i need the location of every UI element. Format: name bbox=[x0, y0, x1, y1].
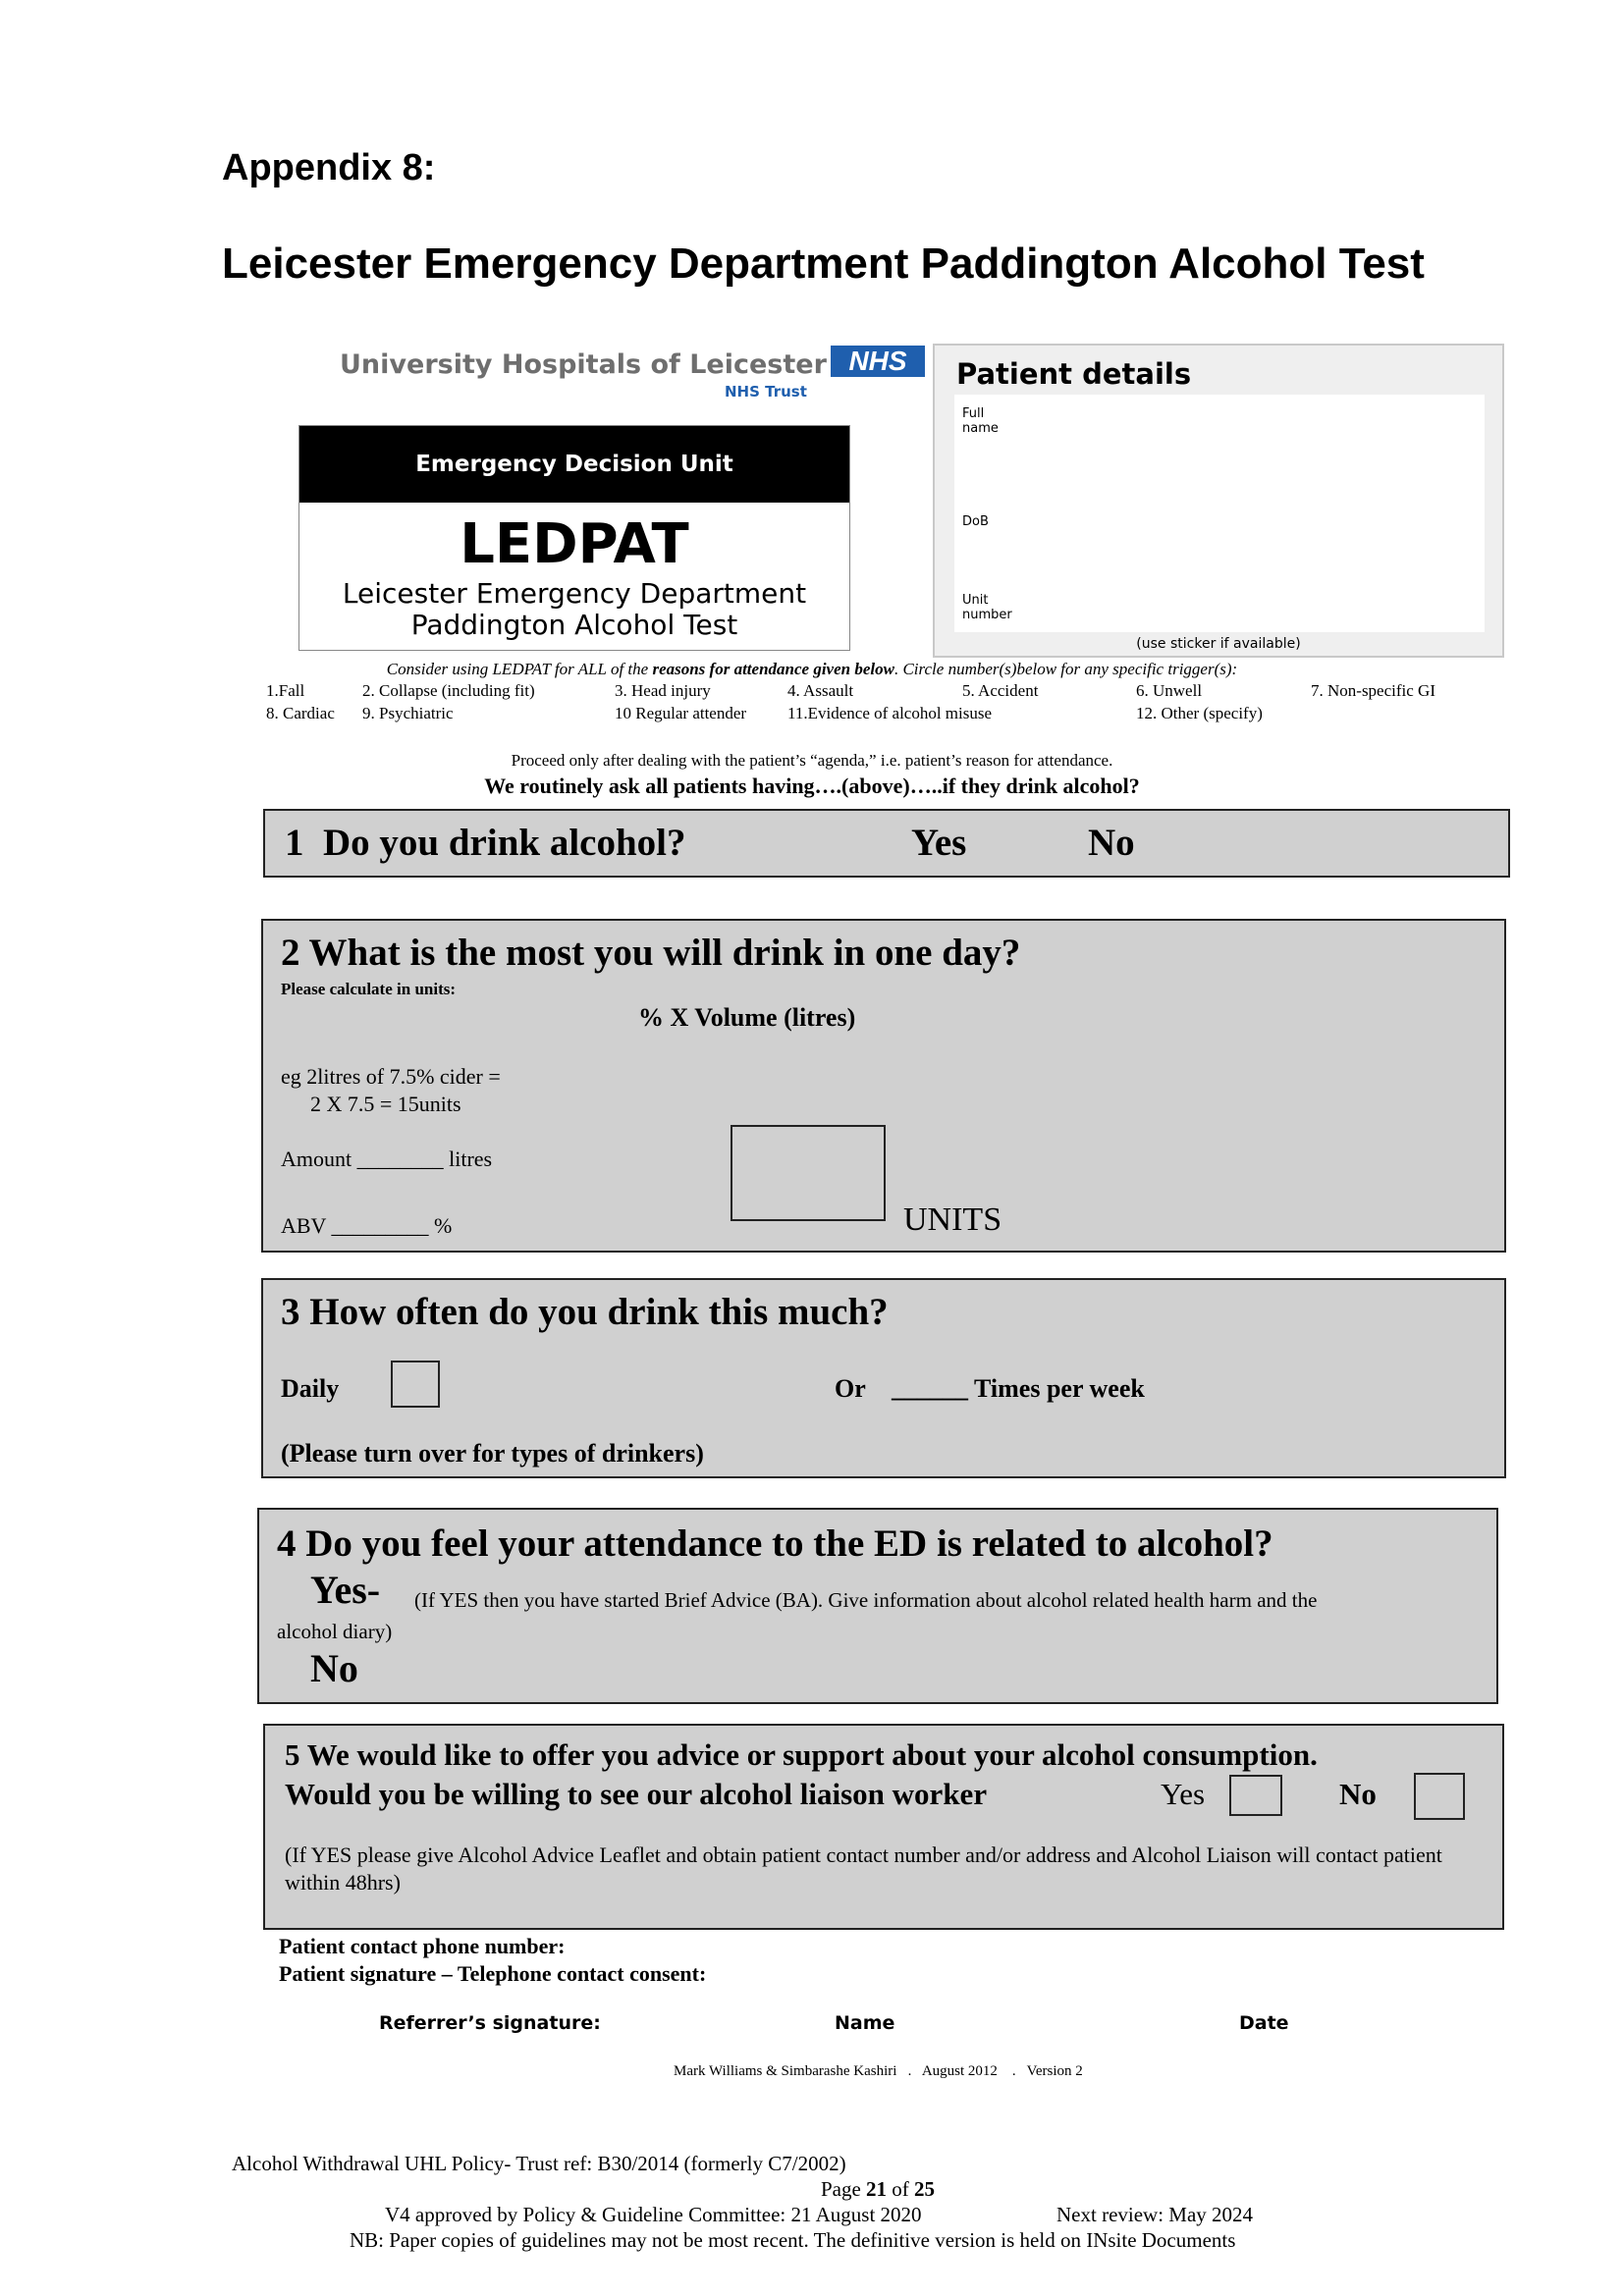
amount-field[interactable]: Amount ________ litres bbox=[281, 1147, 493, 1171]
page-title: Leicester Emergency Department Paddington Alcohol Test bbox=[222, 240, 1425, 288]
footer-approved: V4 approved by Policy & Guideline Committee: 21 August 2020 bbox=[385, 2203, 922, 2226]
reason-item[interactable]: 2. Collapse (including fit) bbox=[362, 681, 535, 700]
logo-trust: NHS Trust bbox=[725, 383, 807, 400]
patient-details-title: Patient details bbox=[956, 357, 1192, 391]
footer-page-number bbox=[0, 2177, 1624, 2202]
question-3-text: 3 How often do you drink this much? bbox=[281, 1291, 889, 1333]
page-prefix: Page bbox=[820, 2177, 867, 2201]
question-4-note-line-1: (If YES then you have started Brief Advice (BA). Give information about alcohol related health harm and the bbox=[414, 1588, 1318, 1612]
or-label: Or bbox=[835, 1374, 866, 1403]
question-2-example-line-2: 2 X 7.5 = 15units bbox=[310, 1092, 461, 1116]
proceed-note: Proceed only after dealing with the patient’s “agenda,” i.e. patient’s reason for attendance. bbox=[511, 751, 1113, 770]
reason-item[interactable]: 8. Cardiac bbox=[266, 704, 335, 722]
question-2-box bbox=[261, 919, 1506, 1253]
question-5-line-2: Would you be willing to see our alcohol liaison worker bbox=[285, 1777, 988, 1811]
unit-number-label-line-1: Unit bbox=[962, 593, 989, 608]
footer-review: Next review: May 2024 bbox=[1056, 2203, 1254, 2226]
question-5-yes-label: Yes bbox=[1161, 1777, 1206, 1811]
question-5-box bbox=[263, 1724, 1504, 1930]
units-input-box[interactable] bbox=[731, 1125, 886, 1221]
instruction-line bbox=[0, 660, 1624, 679]
units-label: UNITS bbox=[903, 1201, 1002, 1238]
reason-item[interactable]: 12. Other (specify) bbox=[1136, 704, 1263, 722]
question-5-note: (If YES please give Alcohol Advice Leaflet and obtain patient contact number and/or address and Alcohol Liaison will contact patient within 48hrs) bbox=[285, 1842, 1442, 1895]
routine-question: We routinely ask all patients having….(above)…..if they drink alcohol? bbox=[484, 774, 1140, 798]
question-4-text: 4 Do you feel your attendance to the ED is related to alcohol? bbox=[277, 1522, 1273, 1565]
unit-number-label-line-2: number bbox=[962, 608, 1012, 622]
nhs-logo: NHS bbox=[831, 346, 925, 377]
question-2-calc-note: Please calculate in units: bbox=[281, 980, 457, 998]
uhl-logo bbox=[340, 344, 929, 402]
logo-org-name: University Hospitals of Leicester bbox=[340, 349, 827, 380]
unit-number-label bbox=[962, 593, 1012, 622]
question-5-no-checkbox[interactable] bbox=[1414, 1773, 1465, 1820]
question-5-no-label: No bbox=[1339, 1777, 1377, 1811]
question-4-note-line-2: alcohol diary) bbox=[277, 1620, 393, 1643]
turn-over-note: (Please turn over for types of drinkers) bbox=[281, 1439, 704, 1468]
question-1-text: 1 Do you drink alcohol? bbox=[285, 822, 686, 864]
instruction-part-3: . Circle number(s)below for any specific trigger(s): bbox=[893, 660, 1238, 678]
question-2-text: 2 What is the most you will drink in one day? bbox=[281, 932, 1021, 974]
footer-nb: NB: Paper copies of guidelines may not be most recent. The definitive version is held on INsite Documents bbox=[350, 2228, 1236, 2252]
patient-details-panel bbox=[933, 344, 1504, 658]
reason-item[interactable]: 5. Accident bbox=[962, 681, 1039, 700]
question-4-no[interactable]: No bbox=[310, 1646, 358, 1690]
page-total: 25 bbox=[914, 2177, 936, 2201]
patient-details-field-area[interactable] bbox=[954, 395, 1485, 632]
daily-checkbox[interactable] bbox=[391, 1361, 440, 1408]
referrer-name-field[interactable]: Name bbox=[835, 2012, 895, 2034]
reason-item[interactable]: 11.Evidence of alcohol misuse bbox=[787, 704, 993, 722]
question-1-yes[interactable]: Yes bbox=[911, 822, 967, 864]
page-of: of bbox=[887, 2177, 915, 2201]
referrer-date-field[interactable]: Date bbox=[1239, 2012, 1289, 2034]
referrer-signature-field[interactable]: Referrer’s signature: bbox=[379, 2012, 601, 2034]
question-2-example-line-1: eg 2litres of 7.5% cider = bbox=[281, 1064, 501, 1089]
question-1-no[interactable]: No bbox=[1088, 822, 1135, 864]
full-name-label-line-1: Full bbox=[962, 406, 985, 421]
reason-item[interactable]: 10 Regular attender bbox=[615, 704, 747, 722]
appendix-label: Appendix 8: bbox=[222, 147, 436, 188]
reason-item[interactable]: 1.Fall bbox=[266, 681, 305, 700]
patient-signature-field[interactable]: Patient signature – Telephone contact consent: bbox=[279, 1961, 707, 1986]
instruction-part-2: reasons for attendance given below bbox=[652, 660, 894, 678]
full-name-label bbox=[962, 406, 999, 436]
question-4-yes[interactable]: Yes- bbox=[310, 1568, 381, 1612]
card-line-1: Leicester Emergency Department bbox=[342, 577, 807, 610]
question-5-yes-checkbox[interactable] bbox=[1229, 1775, 1282, 1816]
question-2-formula: % X Volume (litres) bbox=[638, 1003, 856, 1032]
question-1-box bbox=[263, 809, 1510, 878]
abv-field[interactable]: ABV _________ % bbox=[281, 1213, 453, 1238]
reason-item[interactable]: 9. Psychiatric bbox=[362, 704, 454, 722]
page-current: 21 bbox=[866, 2177, 888, 2201]
sticker-note: (use sticker if available) bbox=[1136, 636, 1301, 652]
card-unit-banner: Emergency Decision Unit bbox=[299, 426, 849, 503]
form-credits: Mark Williams & Simbarashe Kashiri . August 2012 . Version 2 bbox=[674, 2063, 1083, 2079]
ledpat-card bbox=[298, 425, 850, 651]
card-line-2: Paddington Alcohol Test bbox=[410, 609, 738, 641]
reason-item[interactable]: 3. Head injury bbox=[615, 681, 711, 700]
reason-item[interactable]: 4. Assault bbox=[787, 681, 854, 700]
footer-policy: Alcohol Withdrawal UHL Policy- Trust ref: B30/2014 (formerly C7/2002) bbox=[232, 2152, 846, 2175]
question-5-line-1: 5 We would like to offer you advice or support about your alcohol consumption. bbox=[285, 1737, 1318, 1772]
full-name-label-line-2: name bbox=[962, 421, 999, 436]
dob-label: DoB bbox=[962, 514, 989, 529]
reason-item[interactable]: 7. Non-specific GI bbox=[1311, 681, 1435, 700]
reason-item[interactable]: 6. Unwell bbox=[1136, 681, 1203, 700]
card-acronym: LEDPAT bbox=[460, 512, 689, 576]
instruction-part-1: Consider using LEDPAT for ALL of the bbox=[386, 660, 653, 678]
question-3-box bbox=[261, 1278, 1506, 1478]
patient-phone-field[interactable]: Patient contact phone number: bbox=[279, 1934, 566, 1958]
daily-label: Daily bbox=[281, 1374, 340, 1403]
question-4-box bbox=[257, 1508, 1498, 1704]
times-per-week-field[interactable]: ______ Times per week bbox=[892, 1374, 1145, 1403]
